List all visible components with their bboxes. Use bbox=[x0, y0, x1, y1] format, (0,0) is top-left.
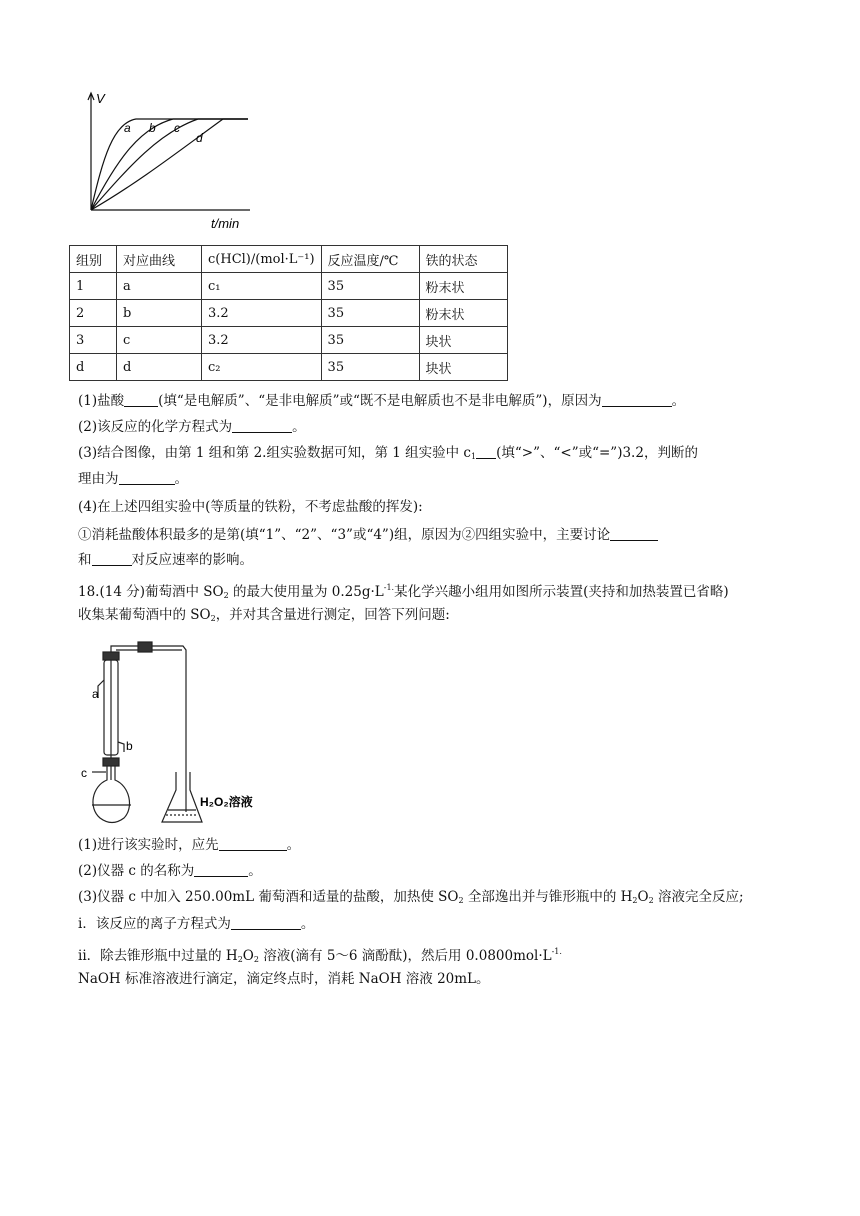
table-header-row bbox=[70, 246, 508, 273]
answer-blank[interactable] bbox=[92, 551, 132, 566]
distillation-apparatus bbox=[78, 640, 278, 830]
table-cell: 35 bbox=[321, 273, 419, 300]
table-cell: 35 bbox=[321, 300, 419, 327]
answer-blank[interactable] bbox=[231, 915, 301, 930]
table-cell: 35 bbox=[321, 354, 419, 381]
table-cell: 35 bbox=[321, 327, 419, 354]
volume-time-graph bbox=[78, 88, 258, 236]
delivery-tube bbox=[111, 646, 186, 812]
q17-part3-cont: 理由为 。 bbox=[78, 471, 188, 487]
q17-part4: (4)在上述四组实验中(等质量的铁粉，不考虑盐酸的挥发): bbox=[78, 499, 423, 515]
table-cell: 3 bbox=[70, 327, 117, 354]
q18-part3-ii-cont: NaOH 标准溶液进行滴定，滴定终点时，消耗 NaOH 溶液 20mL。 bbox=[78, 971, 490, 987]
tube-connector bbox=[138, 642, 152, 652]
table-cell: c₁ bbox=[202, 273, 322, 300]
label-b: b bbox=[126, 739, 133, 753]
answer-blank[interactable] bbox=[219, 836, 287, 851]
answer-blank[interactable] bbox=[124, 392, 158, 407]
table-row bbox=[70, 327, 508, 354]
answer-blank[interactable] bbox=[610, 526, 658, 541]
q17-part4-sub-cont: 和 对反应速率的影响。 bbox=[78, 552, 253, 568]
q18-part2: (2)仪器 c 的名称为 。 bbox=[78, 863, 262, 879]
header-cell: 反应温度/℃ bbox=[321, 246, 419, 273]
outlet-b bbox=[118, 742, 124, 752]
table-cell: 块状 bbox=[419, 327, 507, 354]
answer-blank[interactable] bbox=[194, 862, 248, 877]
experiment-table bbox=[69, 245, 508, 381]
answer-blank[interactable] bbox=[476, 444, 496, 459]
label-a: a bbox=[92, 687, 99, 701]
curve-label-a: a bbox=[124, 121, 131, 135]
q18-part1: (1)进行该实验时，应先 。 bbox=[78, 837, 301, 853]
q17-part4-sub: ①消耗盐酸体积最多的是第(填“1”、“2”、“3”或“4”)组，原因为②四组实验中，主要讨论 bbox=[78, 525, 658, 545]
table-cell: 块状 bbox=[419, 354, 507, 381]
table-cell: 粉末状 bbox=[419, 300, 507, 327]
q18-part3-ii: ii．除去锥形瓶中过量的 $H_2O_2$ 溶液(滴有 5～6 滴酚酞)，然后用 $0.0800mol\cdot L^{-1.}$ bbox=[78, 947, 562, 964]
q18-intro-cont: 收集某葡萄酒中的 $SO_2$，并对其含量进行测定，回答下列问题: bbox=[78, 607, 450, 623]
answer-blank[interactable] bbox=[232, 418, 292, 433]
table-cell: 1 bbox=[70, 273, 117, 300]
q17-part1: (1)盐酸 (填“是电解质”、“是非电解质”或“既不是电解质也不是非电解质”)，原因为 。 bbox=[78, 393, 686, 409]
header-cell: c(HCl)/(mol·L⁻¹) bbox=[202, 246, 322, 273]
answer-blank[interactable] bbox=[119, 470, 175, 485]
inlet-a bbox=[98, 680, 104, 698]
q17-part2: (2)该反应的化学方程式为 。 bbox=[78, 419, 306, 435]
table-cell: c bbox=[117, 327, 202, 354]
table-cell: a bbox=[117, 273, 202, 300]
table-cell: 粉末状 bbox=[419, 273, 507, 300]
curve-label-d: d bbox=[196, 131, 203, 145]
q17-part3: (3)结合图像，由第 1 组和第 2.组实验数据可知，第 1 组实验中 $c_1$ (填“>”、“<”或“=”)3.2，判断的 bbox=[78, 445, 698, 461]
x-axis-label: t/min bbox=[211, 216, 240, 231]
curve-label-b: b bbox=[149, 121, 156, 135]
curve-label-c: c bbox=[174, 121, 180, 135]
table-cell: d bbox=[70, 354, 117, 381]
table-row bbox=[70, 273, 508, 300]
table-cell: c₂ bbox=[202, 354, 322, 381]
label-c: c bbox=[81, 766, 87, 780]
solution-label: H₂O₂溶液 bbox=[200, 795, 253, 809]
curve-d bbox=[91, 119, 248, 210]
header-cell: 对应曲线 bbox=[117, 246, 202, 273]
table-row bbox=[70, 300, 508, 327]
table-cell: d bbox=[117, 354, 202, 381]
header-cell: 组别 bbox=[70, 246, 117, 273]
y-axis-label: V bbox=[96, 91, 105, 106]
q18-intro: 18.(14 分)葡萄酒中 $SO_2$ 的最大使用量为 $0.25g\cdot L^{-1.}$某化学兴趣小组用如图所示装置(夹持和加热装置已省略) bbox=[78, 583, 729, 600]
table-row bbox=[70, 354, 508, 381]
q18-part3-i: i．该反应的离子方程式为 。 bbox=[78, 916, 315, 932]
answer-blank[interactable] bbox=[602, 392, 672, 407]
q18-part3: (3)仪器 c 中加入 250.00mL 葡萄酒和适量的盐酸，加热使 $SO_2$ 全部逸出并与锥形瓶中的 $H_2O_2$ 溶液完全反应; bbox=[78, 889, 744, 905]
flask-stopper bbox=[103, 758, 119, 766]
top-stopper bbox=[103, 652, 119, 660]
header-cell: 铁的状态 bbox=[419, 246, 507, 273]
table-cell: 2 bbox=[70, 300, 117, 327]
table-cell: 3.2 bbox=[202, 300, 322, 327]
table-cell: b bbox=[117, 300, 202, 327]
table-cell: 3.2 bbox=[202, 327, 322, 354]
